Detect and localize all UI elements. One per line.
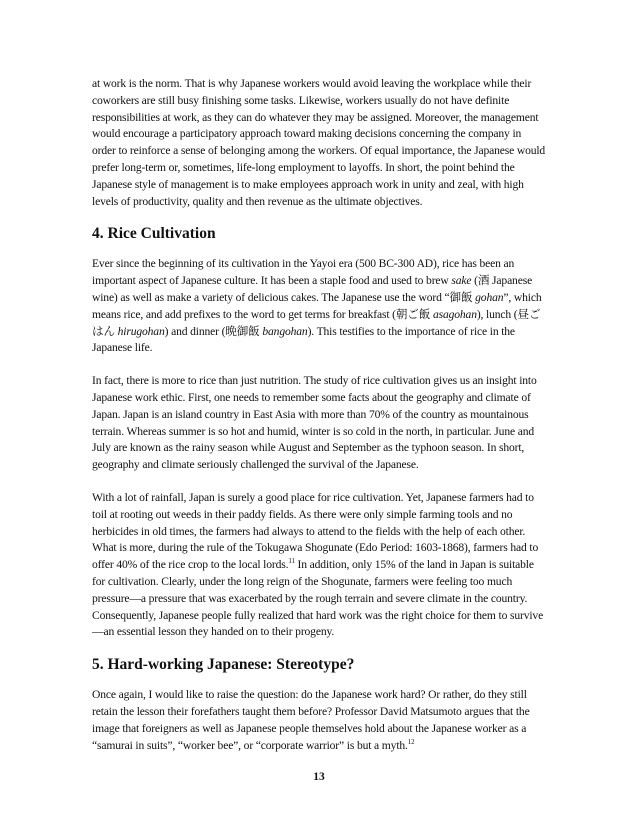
term-sake: sake bbox=[451, 274, 472, 288]
text-segment: Once again, I would like to raise the question: do the Japanese work hard? Or rather, do they still retain the lesson their forefathers taught them before? Professor David Matsumoto argues that the image that foreigners as well as Japanese people themselves hold about the Japanese worker as a “samurai in suits”, “worker bee”, or “corporate warrior” is but a myth. bbox=[92, 688, 530, 752]
text-segment: ), lunch ( bbox=[476, 307, 518, 321]
paragraph-management-style: at work is the norm. That is why Japanese workers would avoid leaving the workplace while their coworkers are still busy finishing some tasks. Likewise, workers usually do not have definite responsibilities at work, as they can do whatever they may be assigned. Moreover, the management would encourage a participatory approach toward making decisions concerning the company in order to reinforce a sense of belonging among the workers. Of equal importance, the Japanese would prefer long-term or, sometimes, life-long employment to layoffs. In short, the point behind the Japanese style of management is to make employees approach work in unity and zeal, with high levels of productivity, quality and then revenue as the ultimate objectives. bbox=[92, 77, 546, 208]
page-body bbox=[92, 76, 547, 754]
term-hirugohan: hirugohan bbox=[117, 324, 165, 338]
paragraph-stereotype-question bbox=[92, 687, 547, 754]
kanji-breakfast: 朝ご飯 bbox=[395, 307, 431, 321]
page-number: 13 bbox=[313, 771, 325, 783]
kanji-gohan: 御飯 bbox=[449, 290, 473, 304]
paragraph-rice-history bbox=[92, 256, 547, 357]
text-segment: ( bbox=[471, 274, 478, 288]
term-asagohan: asagohan bbox=[432, 307, 477, 321]
term-bangohan: bangohan bbox=[262, 324, 308, 338]
text-segment: Japanese wine) as well as make a variety of delicious cakes. The Japanese use the word “ bbox=[92, 274, 533, 304]
footnote-marker: 12 bbox=[407, 737, 415, 746]
text-segment: ). This testifies to the importance of rice in the Japanese life. bbox=[92, 324, 515, 355]
text-segment: ”, which means rice, and add prefixes to the word to get terms for breakfast ( bbox=[92, 290, 542, 321]
heading-hard-working-japanese: 5. Hard-working Japanese: Stereotype? bbox=[92, 656, 355, 674]
text-segment: ) and dinner ( bbox=[164, 324, 226, 338]
kanji-sake: 酒 bbox=[477, 274, 490, 288]
text-segment: In addition, only 15% of the land in Japan is suitable for cultivation. Clearly, under the long reign of the Shogunate, farmers were feeling too much pressure—a pressure that was exacerbated by the rough terrain and severe climate in the country. Consequently, Japanese people fully realized that hard work was the right choice for them to survive—an essential lesson they handed on to their progeny. bbox=[92, 558, 544, 639]
heading-rice-cultivation: 4. Rice Cultivation bbox=[92, 225, 216, 243]
kanji-dinner: 晩御飯 bbox=[225, 324, 260, 338]
footnote-marker: 11 bbox=[288, 557, 295, 566]
paragraph-farming-hardship bbox=[92, 490, 547, 641]
term-gohan: gohan bbox=[475, 290, 504, 304]
kanji-lunch: 昼ごはん bbox=[92, 307, 541, 338]
text-segment: Ever since the beginning of its cultivation in the Yayoi era (500 BC-300 AD), rice has been an important aspect of Japanese culture. It has been a staple food and used to brew bbox=[92, 257, 515, 288]
text-segment: With a lot of rainfall, Japan is surely a good place for rice cultivation. Yet, Japanese farmers had to toil at rooting out weeds in their paddy fields. As there were only simple farming tools and no herbicides in old times, the farmers had always to attend to the fields with the help of each other. What is more, during the rule of the Tokugawa Shogunate (Edo Period: 1603-1868), farmers had to offer 40% of the rice crop to the local lords. bbox=[92, 490, 539, 572]
paragraph-geography-climate: In fact, there is more to rice than just nutrition. The study of rice cultivation gives us an insight into Japanese work ethic. First, one needs to remember some facts about the geography and climate of Japan. Japan is an island country in East Asia with more than 70% of the country as mountainous terrain. Whereas summer is so hot and humid, winter is so cold in the north, in particular. June and July are known as the rainy season while August and September as the typhoon season. In short, geography and climate seriously challenged the survival of the Japanese. bbox=[92, 374, 537, 472]
